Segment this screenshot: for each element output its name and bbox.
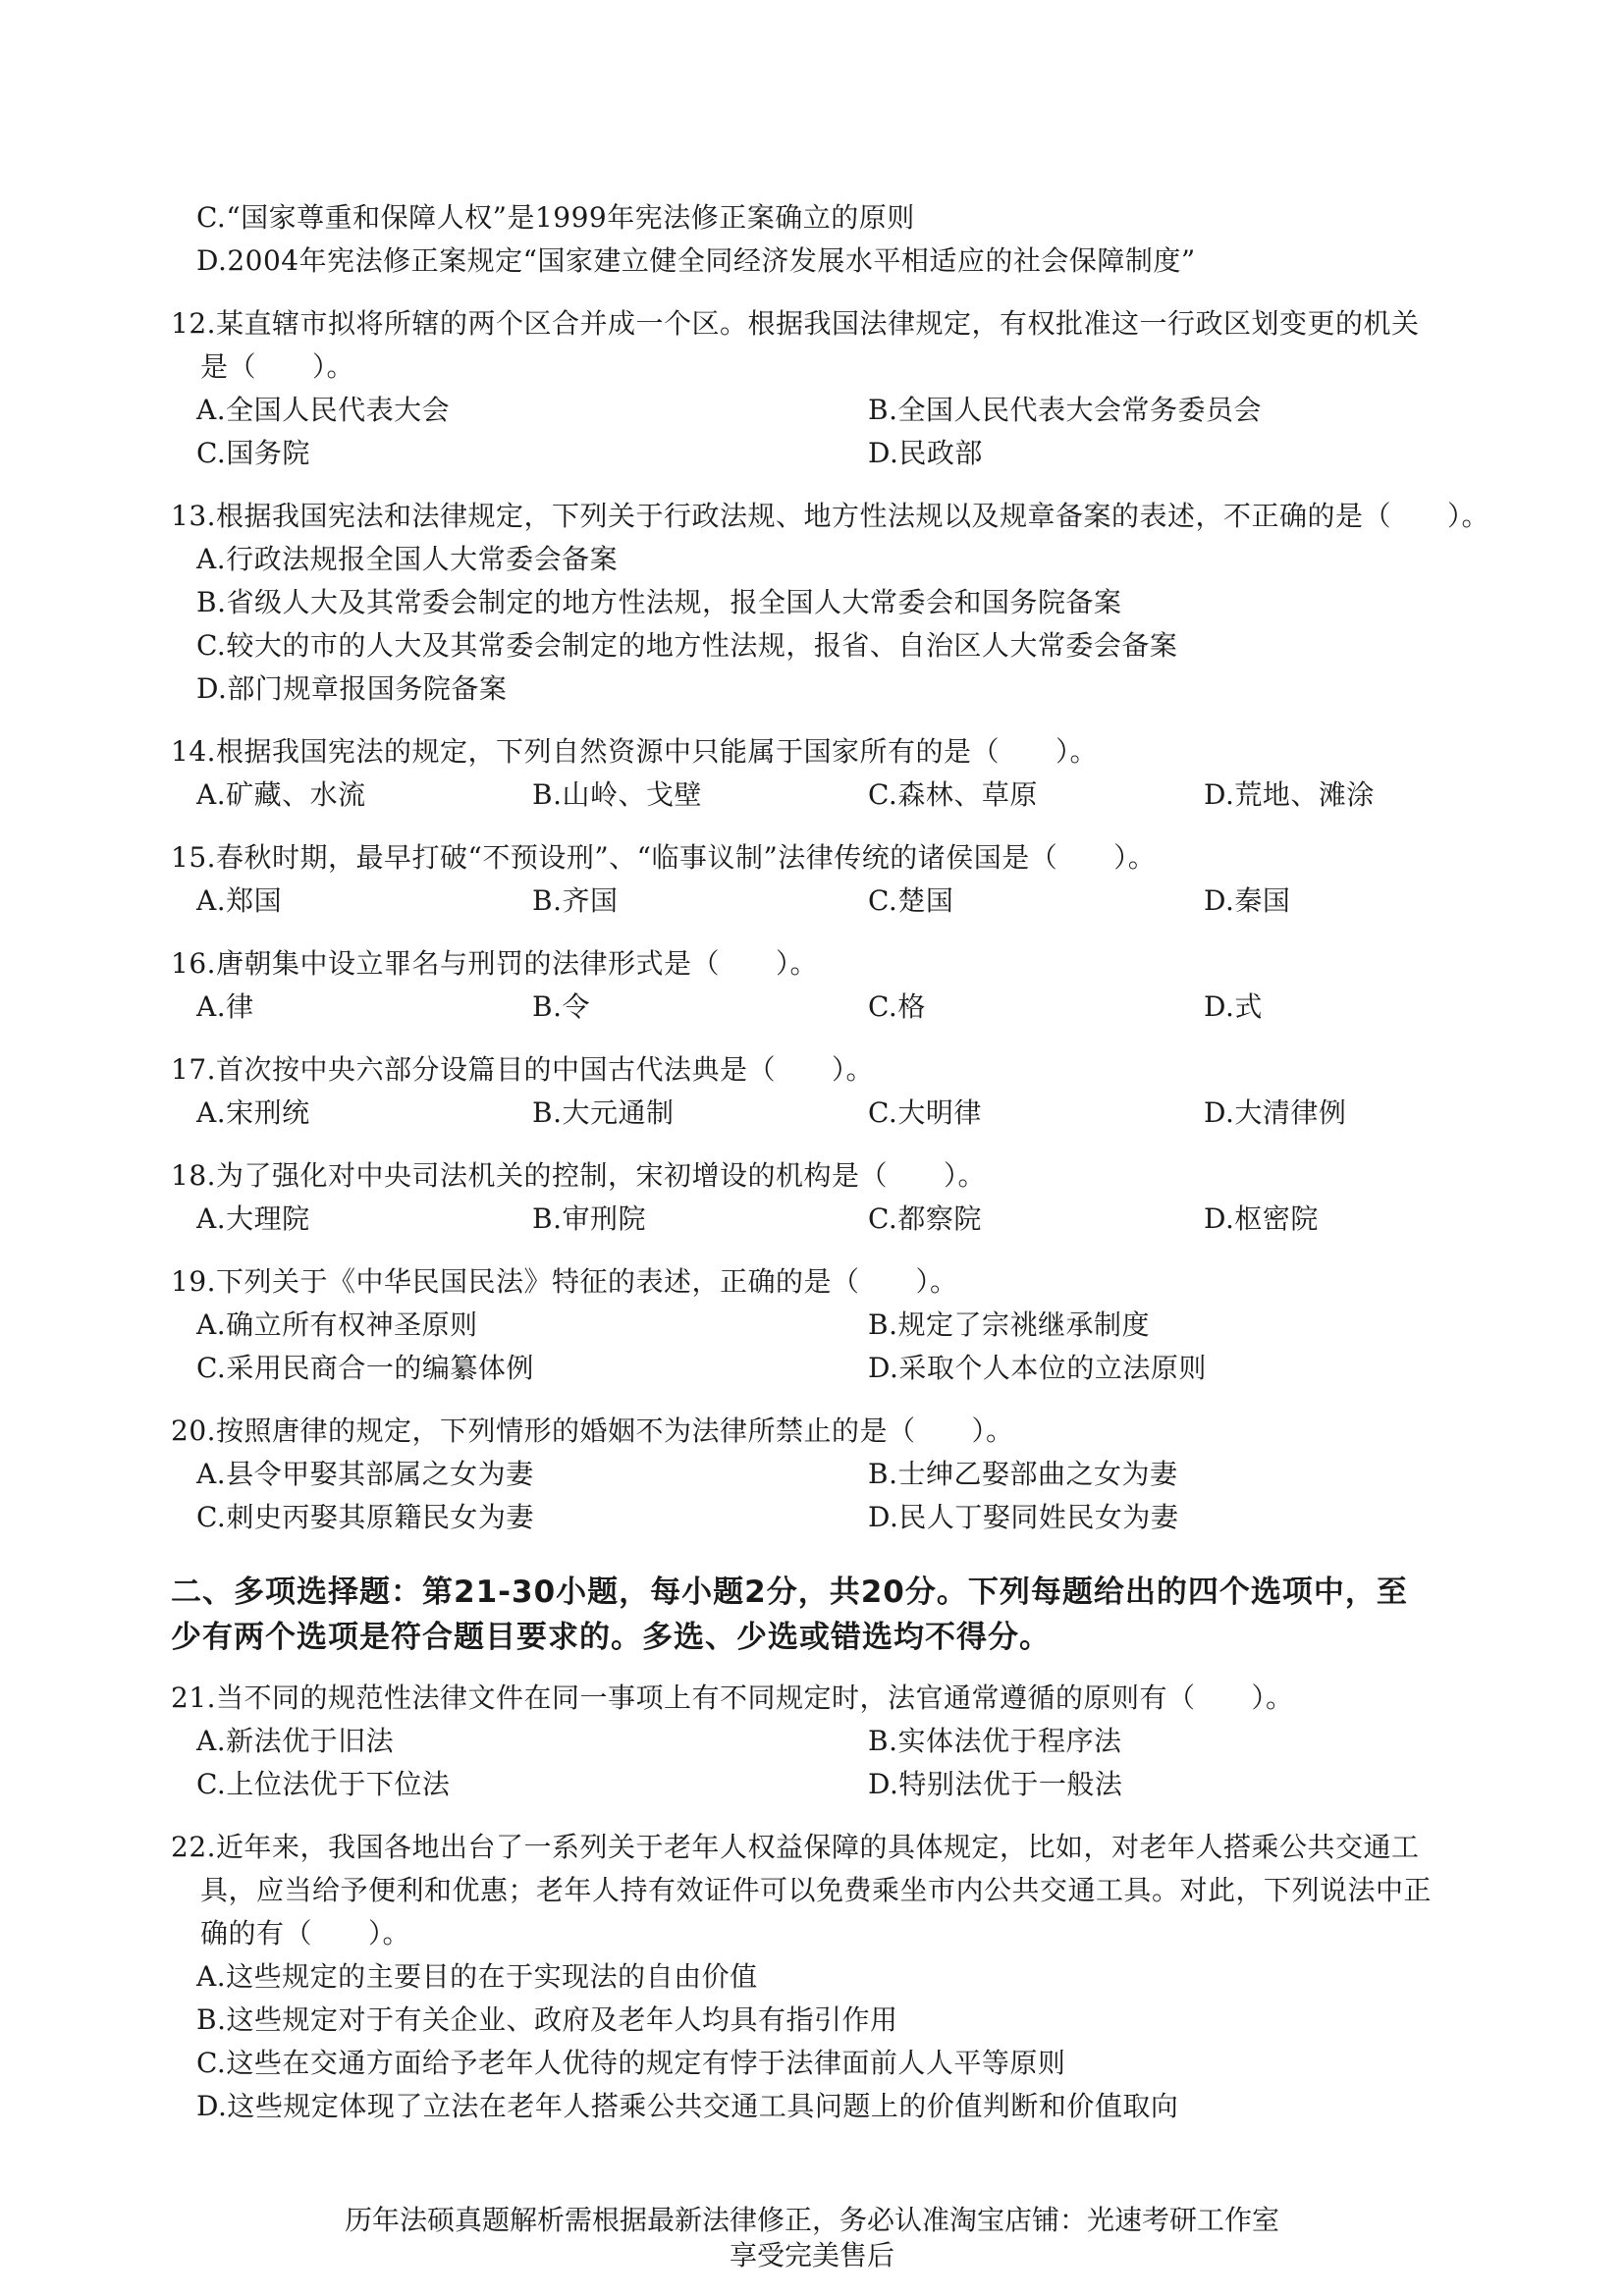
q20-option-a: A.县令甲娶其部属之女为妻 <box>196 1458 534 1490</box>
q19-stem: 19.下列关于《中华民国民法》特征的表述，正确的是（ ）。 <box>171 1265 958 1298</box>
q20-option-d: D.民人丁娶同姓民女为妻 <box>868 1501 1179 1533</box>
q13-option-c: C.较大的市的人大及其常委会制定的地方性法规，报省、自治区人大常委会备案 <box>196 629 1178 662</box>
q15-option-c: C.楚国 <box>868 884 954 917</box>
q18-option-c: C.都察院 <box>868 1202 982 1235</box>
q20-option-c: C.刺史丙娶其原籍民女为妻 <box>196 1501 534 1533</box>
q16-stem: 16.唐朝集中设立罪名与刑罚的法律形式是（ ）。 <box>171 947 819 980</box>
q16-option-b: B.令 <box>532 990 590 1023</box>
q15-option-b: B.齐国 <box>532 884 619 917</box>
q13-stem: 13.根据我国宪法和法律规定，下列关于行政法规、地方性法规以及规章备案的表述，不正确的是（ ）。 <box>171 500 1490 532</box>
q19-option-d: D.采取个人本位的立法原则 <box>868 1352 1207 1384</box>
q12-option-c: C.国务院 <box>196 437 310 469</box>
q15-option-d: D.秦国 <box>1204 884 1291 917</box>
q22-stem-cont-1: 具，应当给予便利和优惠；老年人持有效证件可以免费乘坐市内公共交通工具。对此，下列说法中正 <box>200 1874 1433 1906</box>
q21-stem: 21.当不同的规范性法律文件在同一事项上有不同规定时，法官通常遵循的原则有（ ）。 <box>171 1682 1294 1714</box>
q22-option-c: C.这些在交通方面给予老年人优待的规定有悖于法律面前人人平等原则 <box>196 2047 1066 2079</box>
q14-option-b: B.山岭、戈壁 <box>532 778 702 811</box>
section-2-heading: 二、多项选择题：第21-30小题，每小题2分，共20分。下列每题给出的四个选项中，至 <box>171 1575 1408 1610</box>
q18-option-d: D.枢密院 <box>1204 1202 1319 1235</box>
q21-option-a: A.新法优于旧法 <box>196 1725 395 1757</box>
q17-stem: 17.首次按中央六部分设篇目的中国古代法典是（ ）。 <box>171 1053 875 1086</box>
q15-stem: 15.春秋时期，最早打破“不预设刑”、“临事议制”法律传统的诸侯国是（ ）。 <box>171 841 1157 874</box>
q14-option-c: C.森林、草原 <box>868 778 1038 811</box>
q18-option-b: B.审刑院 <box>532 1202 646 1235</box>
q13-option-a: A.行政法规报全国人大常委会备案 <box>196 543 619 575</box>
q12-option-d: D.民政部 <box>868 437 983 469</box>
q12-option-a: A.全国人民代表大会 <box>196 394 451 426</box>
q14-stem: 14.根据我国宪法的规定，下列自然资源中只能属于国家所有的是（ ）。 <box>171 735 1099 768</box>
q22-option-d: D.这些规定体现了立法在老年人搭乘公共交通工具问题上的价值判断和价值取向 <box>196 2090 1179 2122</box>
q16-option-c: C.格 <box>868 990 926 1023</box>
q16-option-a: A.律 <box>196 990 254 1023</box>
q22-stem-cont-2: 确的有（ ）。 <box>200 1917 411 1949</box>
q17-option-c: C.大明律 <box>868 1096 982 1129</box>
q19-option-b: B.规定了宗祧继承制度 <box>868 1308 1150 1341</box>
q18-option-a: A.大理院 <box>196 1202 310 1235</box>
q12-option-b: B.全国人民代表大会常务委员会 <box>868 394 1262 426</box>
q22-stem: 22.近年来，我国各地出台了一系列关于老年人权益保障的具体规定，比如，对老年人搭乘公共交通工 <box>171 1831 1420 1863</box>
q14-option-d: D.荒地、滩涂 <box>1204 778 1375 811</box>
q14-option-a: A.矿藏、水流 <box>196 778 366 811</box>
q22-option-b: B.这些规定对于有关企业、政府及老年人均具有指引作用 <box>196 2003 898 2036</box>
q18-stem: 18.为了强化对中央司法机关的控制，宋初增设的机构是（ ）。 <box>171 1159 987 1192</box>
q12-stem-cont: 是（ ）。 <box>200 350 355 383</box>
footer-notice: 历年法硕真题解析需根据最新法律修正，务必认准淘宝店铺：光速考研工作室 <box>344 2204 1279 2236</box>
q15-option-a: A.郑国 <box>196 884 283 917</box>
q21-option-d: D.特别法优于一般法 <box>868 1768 1123 1800</box>
q17-option-d: D.大清律例 <box>1204 1096 1347 1129</box>
q11-option-c: C.“国家尊重和保障人权”是1999年宪法修正案确立的原则 <box>196 201 915 234</box>
q16-option-d: D.式 <box>1204 990 1263 1023</box>
q19-option-a: A.确立所有权神圣原则 <box>196 1308 478 1341</box>
q20-stem: 20.按照唐律的规定，下列情形的婚姻不为法律所禁止的是（ ）。 <box>171 1415 1014 1447</box>
q17-option-b: B.大元通制 <box>532 1096 675 1129</box>
q11-option-d: D.2004年宪法修正案规定“国家建立健全同经济发展水平相适应的社会保障制度” <box>196 244 1196 277</box>
q13-option-b: B.省级人大及其常委会制定的地方性法规，报全国人大常委会和国务院备案 <box>196 586 1122 618</box>
section-2-heading-cont: 少有两个选项是符合题目要求的。多选、少选或错选均不得分。 <box>171 1620 1051 1655</box>
footer-notice-cont: 享受完美售后 <box>729 2239 894 2271</box>
q22-option-a: A.这些规定的主要目的在于实现法的自由价值 <box>196 1960 758 1993</box>
q21-option-c: C.上位法优于下位法 <box>196 1768 451 1800</box>
q13-option-d: D.部门规章报国务院备案 <box>196 672 508 705</box>
q19-option-c: C.采用民商合一的编纂体例 <box>196 1352 534 1384</box>
q17-option-a: A.宋刑统 <box>196 1096 310 1129</box>
q12-stem: 12.某直辖市拟将所辖的两个区合并成一个区。根据我国法律规定，有权批准这一行政区划变更的机关 <box>171 307 1420 340</box>
q21-option-b: B.实体法优于程序法 <box>868 1725 1122 1757</box>
q20-option-b: B.士绅乙娶部曲之女为妻 <box>868 1458 1178 1490</box>
